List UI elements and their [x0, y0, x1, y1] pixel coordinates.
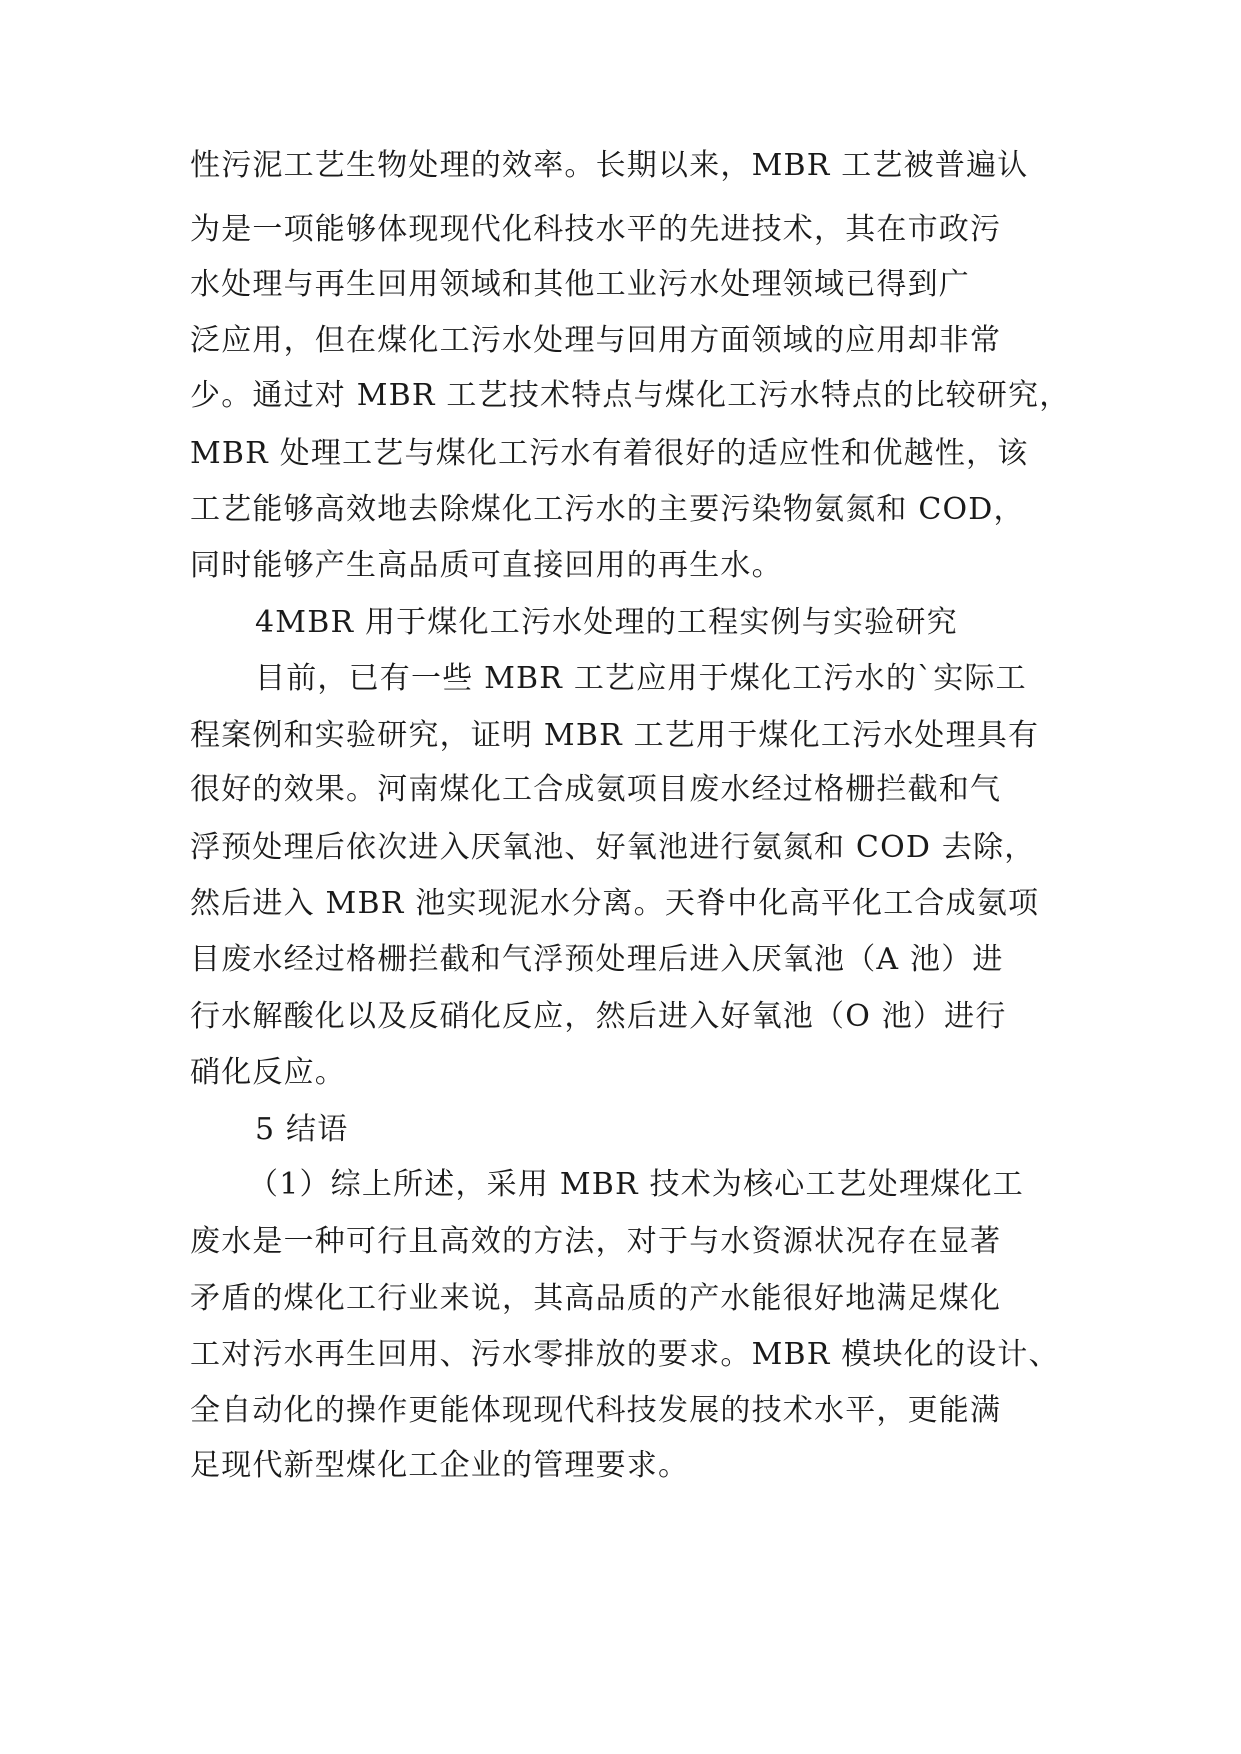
paragraph-line: 同时能够产生高品质可直接回用的再生水。: [190, 548, 783, 583]
section-heading: 4MBR 用于煤化工污水处理的工程实例与实验研究: [255, 605, 958, 640]
paragraph-line: 水处理与再生回用领域和其他工业污水处理领域已得到广: [190, 267, 970, 302]
paragraph-line: 足现代新型煤化工企业的管理要求。: [190, 1448, 690, 1483]
paragraph-line: 为是一项能够体现现代化科技水平的先进技术，其在市政污: [190, 212, 1002, 247]
paragraph-line: 浮预处理后依次进入厌氧池、好氧池进行氨氮和 COD 去除，: [190, 830, 1036, 865]
paragraph-line: 目废水经过格栅拦截和气浮预处理后进入厌氧池（A 池）进: [190, 942, 1004, 977]
paragraph-line: 全自动化的操作更能体现现代科技发展的技术水平，更能满: [190, 1393, 1002, 1428]
paragraph-line: 泛应用，但在煤化工污水处理与回用方面领域的应用却非常: [190, 323, 1002, 358]
paragraph-line: 性污泥工艺生物处理的效率。长期以来，MBR 工艺被普遍认: [190, 148, 1029, 183]
paragraph-line: 废水是一种可行且高效的方法，对于与水资源状况存在显著: [190, 1224, 1002, 1259]
paragraph-line: 工艺能够高效地去除煤化工污水的主要污染物氨氮和 COD，: [190, 492, 1025, 527]
paragraph-line: （1）综上所述，采用 MBR 技术为核心工艺处理煤化工: [248, 1167, 1024, 1202]
paragraph-line: 然后进入 MBR 池实现泥水分离。天脊中化高平化工合成氨项: [190, 886, 1040, 921]
paragraph-line: 目前，已有一些 MBR 工艺应用于煤化工污水的`实际工: [255, 661, 1027, 696]
paragraph-line: 工对污水再生回用、污水零排放的要求。MBR 模块化的设计、: [190, 1337, 1060, 1372]
paragraph-line: 硝化反应。: [190, 1055, 346, 1090]
paragraph-line: 少。通过对 MBR 工艺技术特点与煤化工污水特点的比较研究，: [190, 378, 1071, 413]
paragraph-line: 程案例和实验研究，证明 MBR 工艺用于煤化工污水处理具有: [190, 718, 1040, 753]
paragraph-line: 行水解酸化以及反硝化反应，然后进入好氧池（O 池）进行: [190, 999, 1007, 1034]
paragraph-line: 很好的效果。河南煤化工合成氨项目废水经过格栅拦截和气: [190, 772, 1002, 807]
paragraph-line: 矛盾的煤化工行业来说，其高品质的产水能很好地满足煤化: [190, 1281, 1002, 1316]
paragraph-line: MBR 处理工艺与煤化工污水有着很好的适应性和优越性，该: [190, 436, 1029, 471]
section-heading: 5 结语: [255, 1112, 349, 1147]
